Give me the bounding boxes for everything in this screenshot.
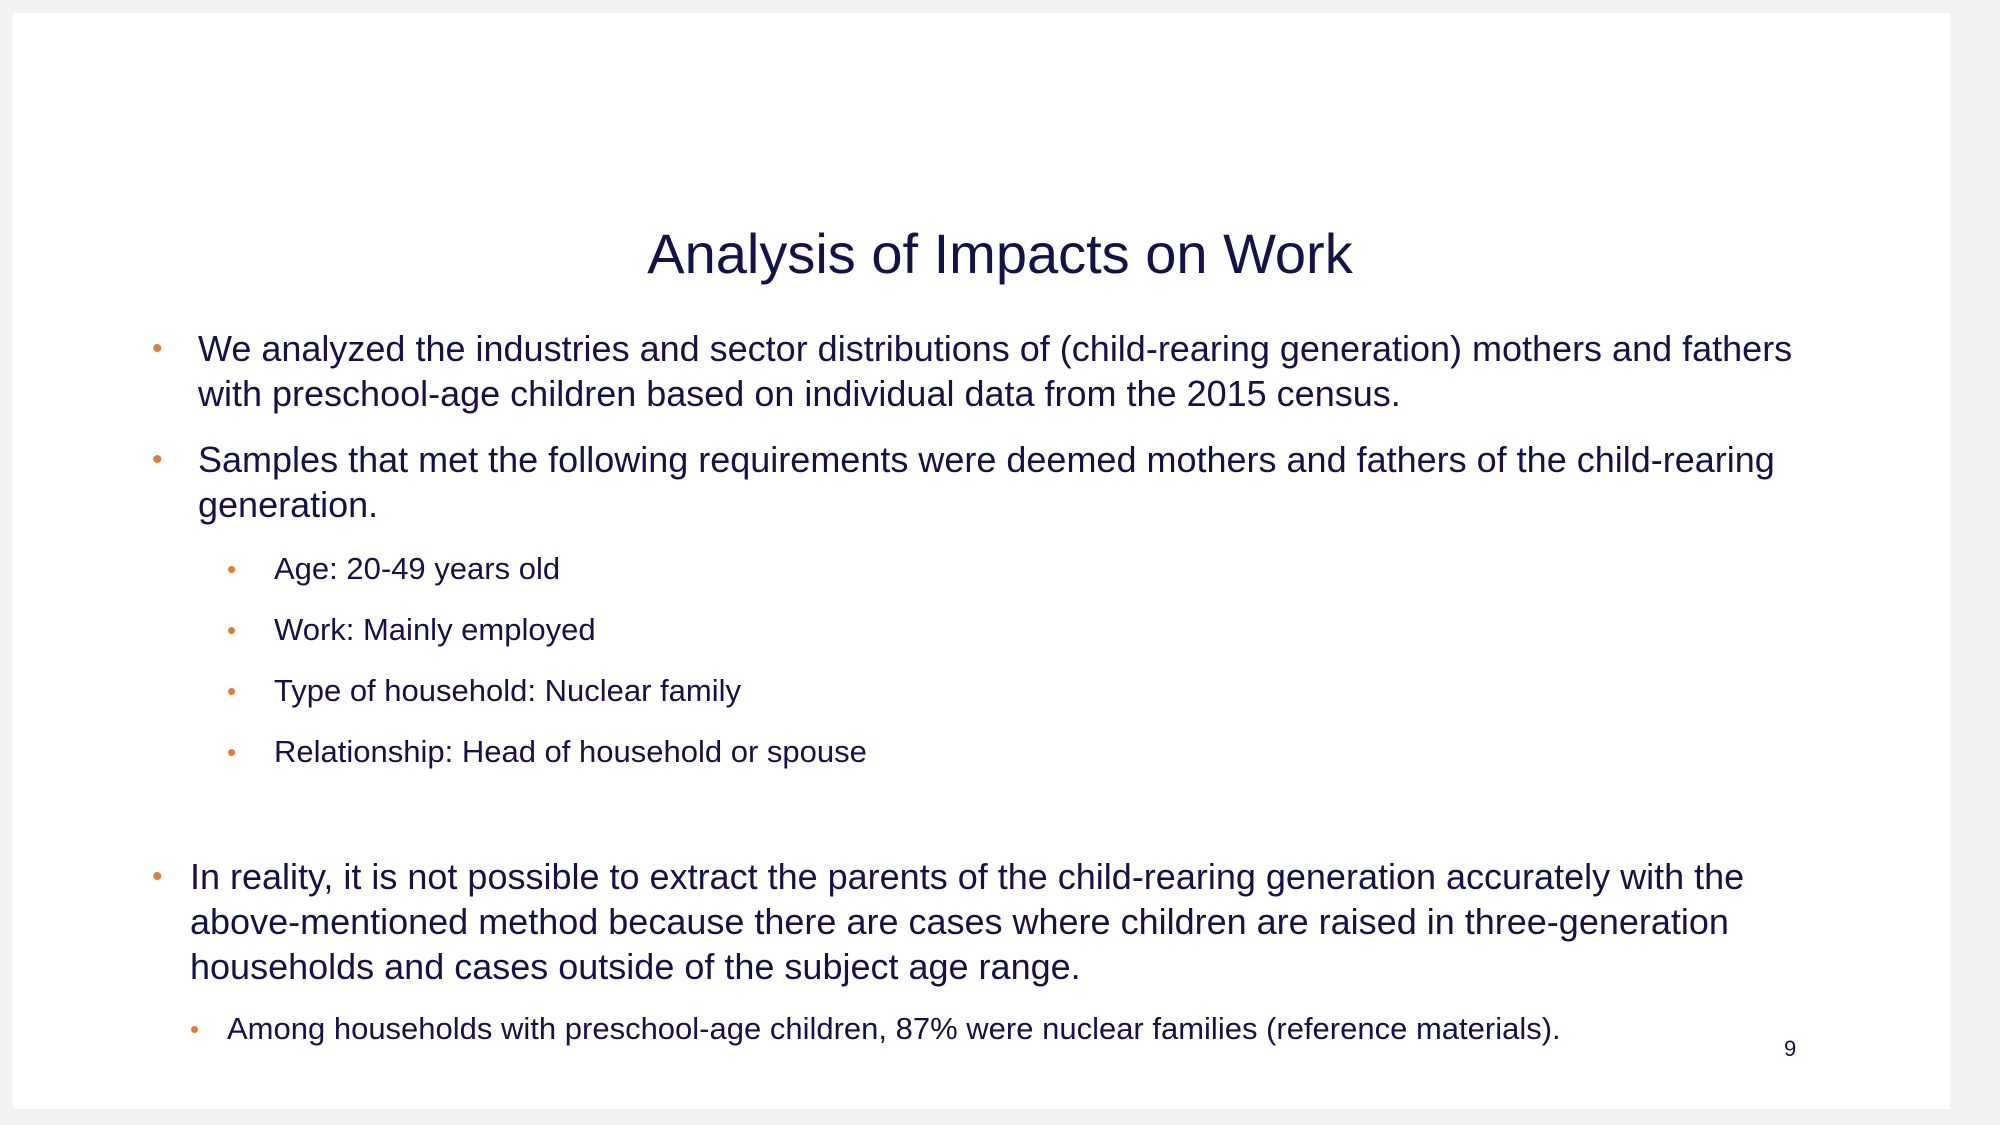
sub-bullet-work — [227, 610, 1674, 650]
sub-bullet-marker: • — [227, 554, 237, 584]
bullet-marker: • — [152, 860, 163, 893]
sub-bullet-marker: • — [227, 615, 237, 645]
sub-bullet-household-text: Type of household: Nuclear family — [274, 673, 741, 708]
bullet-1-text: We analyzed the industries and sector distributions of (child-rearing generation) mothers and fathers with preschool-age children based on individual data from the 2015 census. — [198, 328, 1793, 414]
bullet-marker: • — [152, 443, 163, 476]
page-number: 9 — [1784, 1036, 1797, 1061]
sub-bullet-nuclear-share — [190, 1009, 1727, 1049]
slide-title: Analysis of Impacts on Work — [647, 222, 1353, 285]
sub-bullet-marker: • — [227, 676, 237, 706]
bullet-3-text: In reality, it is not possible to extract the parents of the child-rearing generation accurately with the above-mentioned method because there are cases where children are raised in three-generation households and cases outside of the subject age range. — [190, 856, 1745, 987]
bullet-2 — [152, 437, 1858, 527]
sub-bullet-nuclear-share-text: Among households with preschool-age children, 87% were nuclear families (reference materials). — [227, 1011, 1561, 1046]
sub-bullet-age — [227, 549, 1674, 589]
bullet-2-text: Samples that met the following requirements were deemed mothers and fathers of the child-rearing generation. — [198, 439, 1775, 525]
sub-bullet-relationship — [227, 732, 1674, 772]
sub-bullet-marker: • — [190, 1014, 200, 1044]
sub-bullet-work-text: Work: Mainly employed — [274, 612, 596, 647]
bullet-1 — [152, 326, 1838, 416]
sub-bullet-marker: • — [227, 737, 237, 767]
sub-bullet-household — [227, 671, 1674, 711]
bullet-3 — [152, 854, 1830, 989]
sub-bullet-relationship-text: Relationship: Head of household or spouse — [274, 734, 867, 769]
sub-bullet-age-text: Age: 20-49 years old — [274, 551, 561, 586]
bullet-marker: • — [152, 332, 163, 365]
